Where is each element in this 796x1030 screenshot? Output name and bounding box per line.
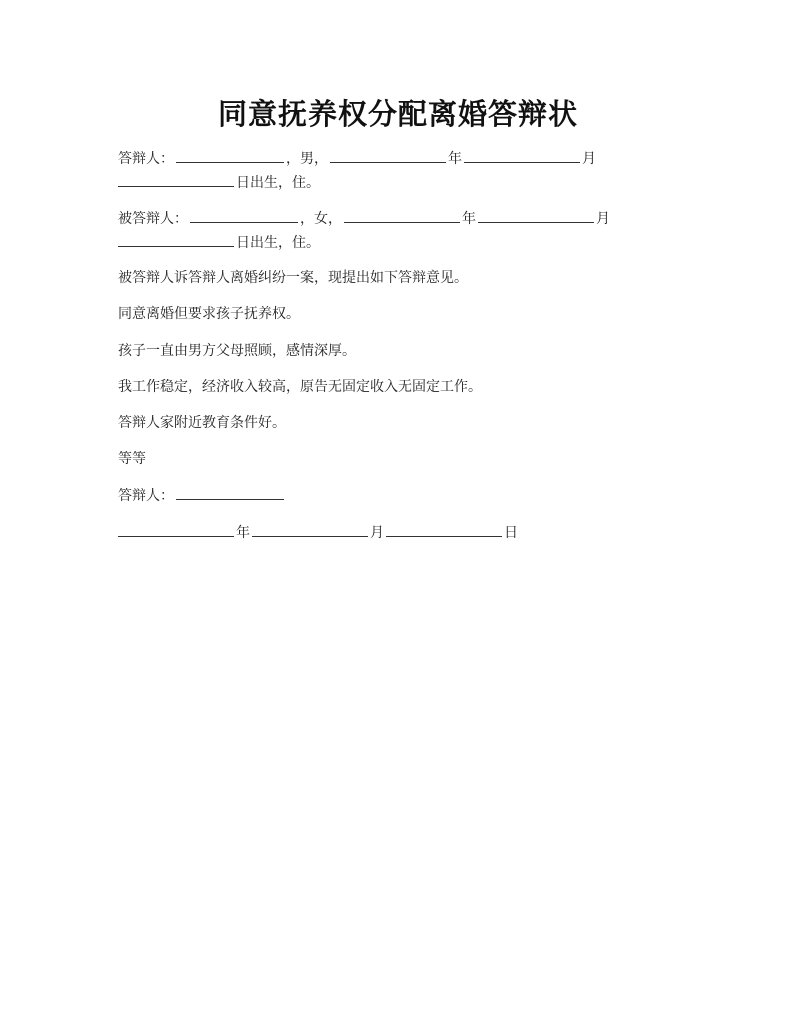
paragraph: 同意离婚但要求孩子抚养权。 xyxy=(118,306,300,322)
respondent-gender: ，男， xyxy=(286,151,328,167)
plaintiff-month-blank xyxy=(478,208,594,223)
plaintiff-name-blank xyxy=(190,208,298,223)
date-year-label: 年 xyxy=(236,525,250,541)
date-month-blank xyxy=(252,522,368,537)
plaintiff-info-line2 xyxy=(118,232,320,253)
document-title: 同意抚养权分配离婚答辩状 xyxy=(217,97,578,131)
respondent-month-label: 月 xyxy=(582,151,596,167)
respondent-info-line2 xyxy=(118,172,320,193)
respondent-day-blank xyxy=(118,172,234,187)
signature-line xyxy=(118,485,286,506)
plaintiff-year-label: 年 xyxy=(462,211,476,227)
respondent-born-text: 日出生，住。 xyxy=(236,175,320,191)
date-line xyxy=(118,522,518,543)
plaintiff-label: 被答辩人： xyxy=(118,211,188,227)
respondent-year-blank xyxy=(330,148,446,163)
signature-blank xyxy=(176,485,284,500)
plaintiff-day-blank xyxy=(118,232,234,247)
signature-label: 答辩人： xyxy=(118,488,174,504)
respondent-year-label: 年 xyxy=(448,151,462,167)
plaintiff-year-blank xyxy=(344,208,460,223)
plaintiff-gender: ，女， xyxy=(300,211,342,227)
respondent-name-blank xyxy=(176,148,284,163)
plaintiff-born-text: 日出生，住。 xyxy=(236,235,320,251)
date-day-label: 日 xyxy=(504,525,518,541)
paragraph: 被答辩人诉答辩人离婚纠纷一案，现提出如下答辩意见。 xyxy=(118,270,468,286)
date-year-blank xyxy=(118,522,234,537)
date-month-label: 月 xyxy=(370,525,384,541)
plaintiff-month-label: 月 xyxy=(596,211,610,227)
respondent-info-line1 xyxy=(118,148,596,169)
paragraph: 等等 xyxy=(118,451,146,467)
paragraph: 我工作稳定，经济收入较高，原告无固定收入无固定工作。 xyxy=(118,379,482,395)
respondent-month-blank xyxy=(464,148,580,163)
paragraph: 孩子一直由男方父母照顾，感情深厚。 xyxy=(118,343,356,359)
date-day-blank xyxy=(386,522,502,537)
respondent-label: 答辩人： xyxy=(118,151,174,167)
plaintiff-info-line1 xyxy=(118,208,610,229)
paragraph: 答辩人家附近教育条件好。 xyxy=(118,415,286,431)
